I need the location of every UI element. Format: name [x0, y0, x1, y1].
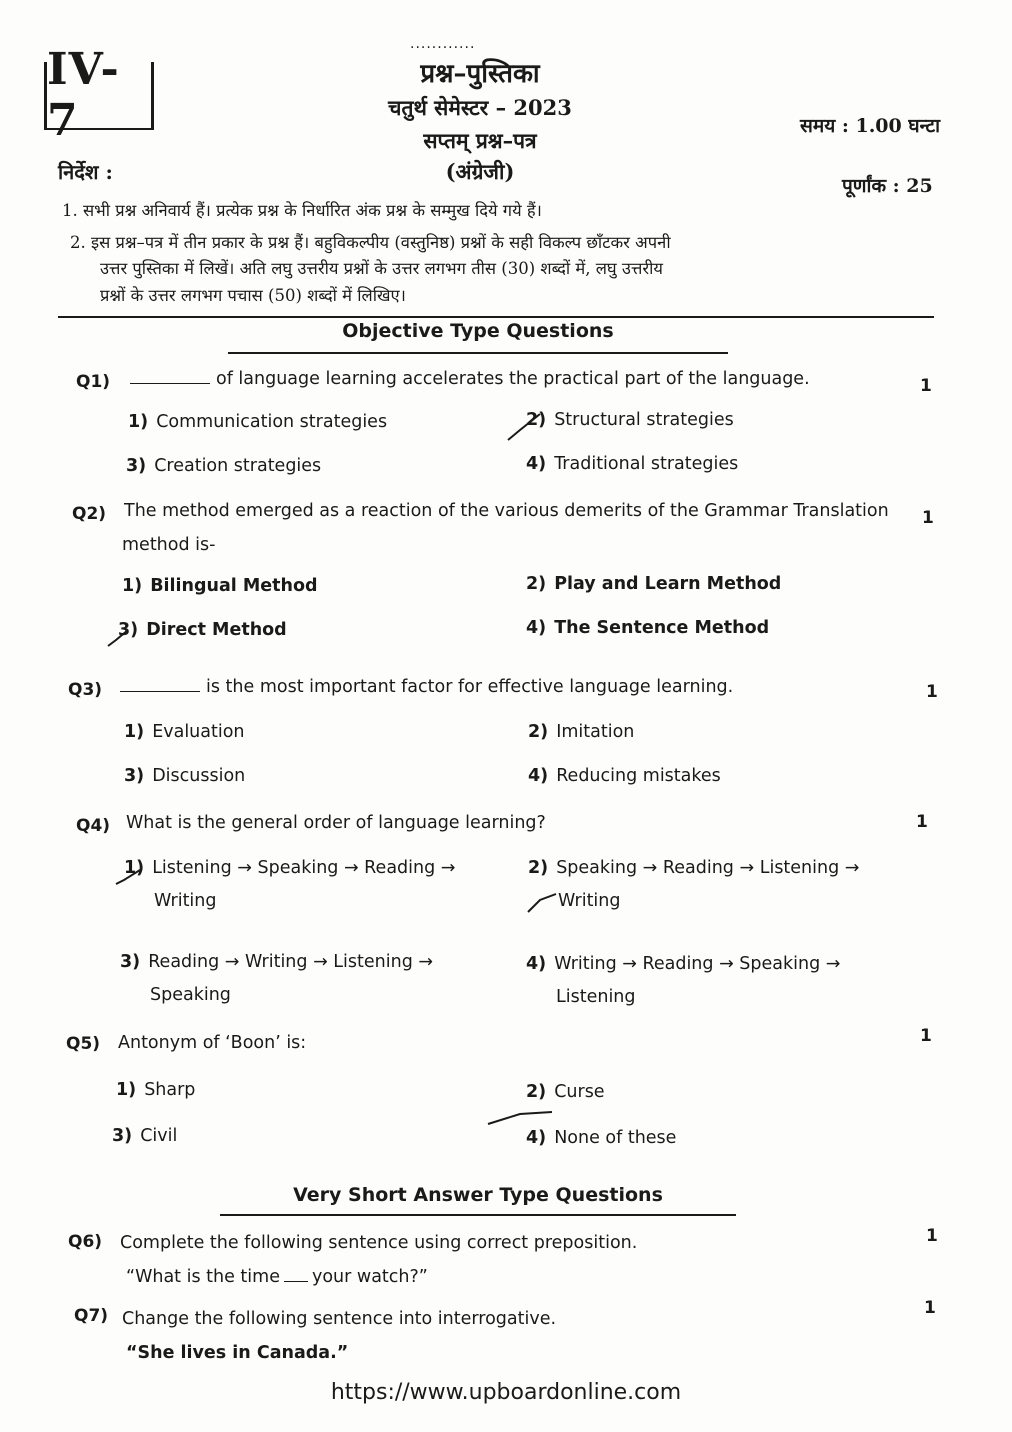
max-marks: पूर्णांक : 25 — [842, 175, 933, 197]
q2-marks: 1 — [922, 508, 934, 528]
tick-mark-icon — [108, 630, 128, 646]
q2-option-3: 3) Direct Method — [118, 620, 287, 640]
direction-2a: 2. इस प्रश्न–पत्र में तीन प्रकार के प्रश्न हैं। बहुविकल्पीय (वस्तुनिष्ठ) प्रश्नों के सही विकल्प छाँटकर अपनी — [70, 233, 671, 252]
q3-option-3: 3) Discussion — [124, 766, 246, 786]
q7-number: Q7) — [74, 1306, 109, 1326]
q1-option-2: 2) Structural strategies — [526, 410, 734, 430]
section-objective: Objective Type Questions — [342, 320, 614, 342]
q4-option-4: 4) Writing → Reading → Speaking → Listening — [526, 954, 841, 1007]
directions-heading: निर्देश : — [58, 160, 113, 184]
q4-marks: 1 — [916, 812, 928, 832]
q3-number: Q3) — [68, 680, 103, 700]
q3-marks: 1 — [926, 682, 938, 702]
q1-option-4: 4) Traditional strategies — [526, 454, 739, 474]
q5-option-4: 4) None of these — [526, 1128, 677, 1148]
paper-code: IV-7 — [44, 62, 154, 130]
direction-2b: उत्तर पुस्तिका में लिखें। अति लघु उत्तरीय प्रश्नों के उत्तर लगभग तीस (30) शब्दों में, लघु उत्तरीय — [100, 259, 663, 278]
tick-mark-icon — [508, 414, 540, 440]
q2-text-2: method is- — [122, 535, 216, 555]
booklet-title: प्रश्न–पुस्तिका — [420, 59, 540, 89]
q4-number: Q4) — [76, 816, 111, 836]
q7-sentence: “She lives in Canada.” — [126, 1343, 349, 1363]
q5-option-2: 2) Curse — [526, 1082, 605, 1102]
q2-option-1: 1) Bilingual Method — [122, 576, 318, 596]
q5-number: Q5) — [66, 1034, 101, 1054]
q6-number: Q6) — [68, 1232, 103, 1252]
q1-number: Q1) — [76, 372, 111, 392]
q7-text: Change the following sentence into interrogative. — [122, 1309, 557, 1329]
q5-option-3: 3) Civil — [112, 1126, 178, 1146]
q2-option-2: 2) Play and Learn Method — [526, 574, 782, 594]
q4-option-2: 2) Speaking → Reading → Listening → Writing — [528, 858, 860, 911]
q1-text: of language learning accelerates the practical part of the language. — [130, 362, 810, 396]
q1-option-1: 1) Communication strategies — [128, 412, 388, 432]
section-very-short: Very Short Answer Type Questions — [293, 1184, 663, 1206]
paper-title: सप्तम् प्रश्न–पत्र — [423, 128, 537, 153]
q2-text-1: The method emerged as a reaction of the various demerits of the Grammar Translation — [124, 501, 889, 521]
q6-marks: 1 — [926, 1226, 938, 1246]
direction-2c: प्रश्नों के उत्तर लगभग पचास (50) शब्दों में लिखिए। — [100, 286, 406, 305]
q3-text: is the most important factor for effective language learning. — [120, 670, 733, 704]
tick-mark-icon — [488, 1112, 552, 1124]
q3-option-1: 1) Evaluation — [124, 722, 245, 742]
q1-marks: 1 — [920, 376, 932, 396]
q1-option-3: 3) Creation strategies — [126, 456, 322, 476]
q5-option-1: 1) Sharp — [116, 1080, 196, 1100]
q5-marks: 1 — [920, 1026, 932, 1046]
footer-url[interactable]: https://www.upboardonline.com — [330, 1380, 682, 1405]
q6-text: Complete the following sentence using correct preposition. — [120, 1233, 638, 1253]
q6-sentence: “What is the time your watch?” — [126, 1267, 428, 1287]
q3-option-2: 2) Imitation — [528, 722, 635, 742]
q4-text: What is the general order of language learning? — [126, 813, 546, 833]
time-allowed: समय : 1.00 घन्टा — [800, 115, 941, 137]
q2-option-4: 4) The Sentence Method — [526, 618, 770, 638]
q3-option-4: 4) Reducing mistakes — [528, 766, 721, 786]
tick-mark-icon — [116, 870, 140, 884]
subject-title: (अंग्रेजी) — [445, 159, 515, 184]
q5-text: Antonym of ‘Boon’ is: — [118, 1033, 307, 1053]
q4-option-1: 1) Listening → Speaking → Reading → Writing — [124, 858, 456, 911]
q4-option-3: 3) Reading → Writing → Listening → Speaking — [120, 952, 434, 1005]
direction-1: 1. सभी प्रश्न अनिवार्य हैं। प्रत्येक प्रश्न के निर्धारित अंक प्रश्न के सम्मुख दिये गये हैं। — [62, 201, 542, 220]
tick-mark-icon — [528, 894, 556, 912]
q7-marks: 1 — [924, 1298, 936, 1318]
semester-title: चतुर्थ सेमेस्टर – 2023 — [388, 95, 572, 120]
header-dots: ............ — [410, 36, 476, 52]
q2-number: Q2) — [72, 504, 107, 524]
